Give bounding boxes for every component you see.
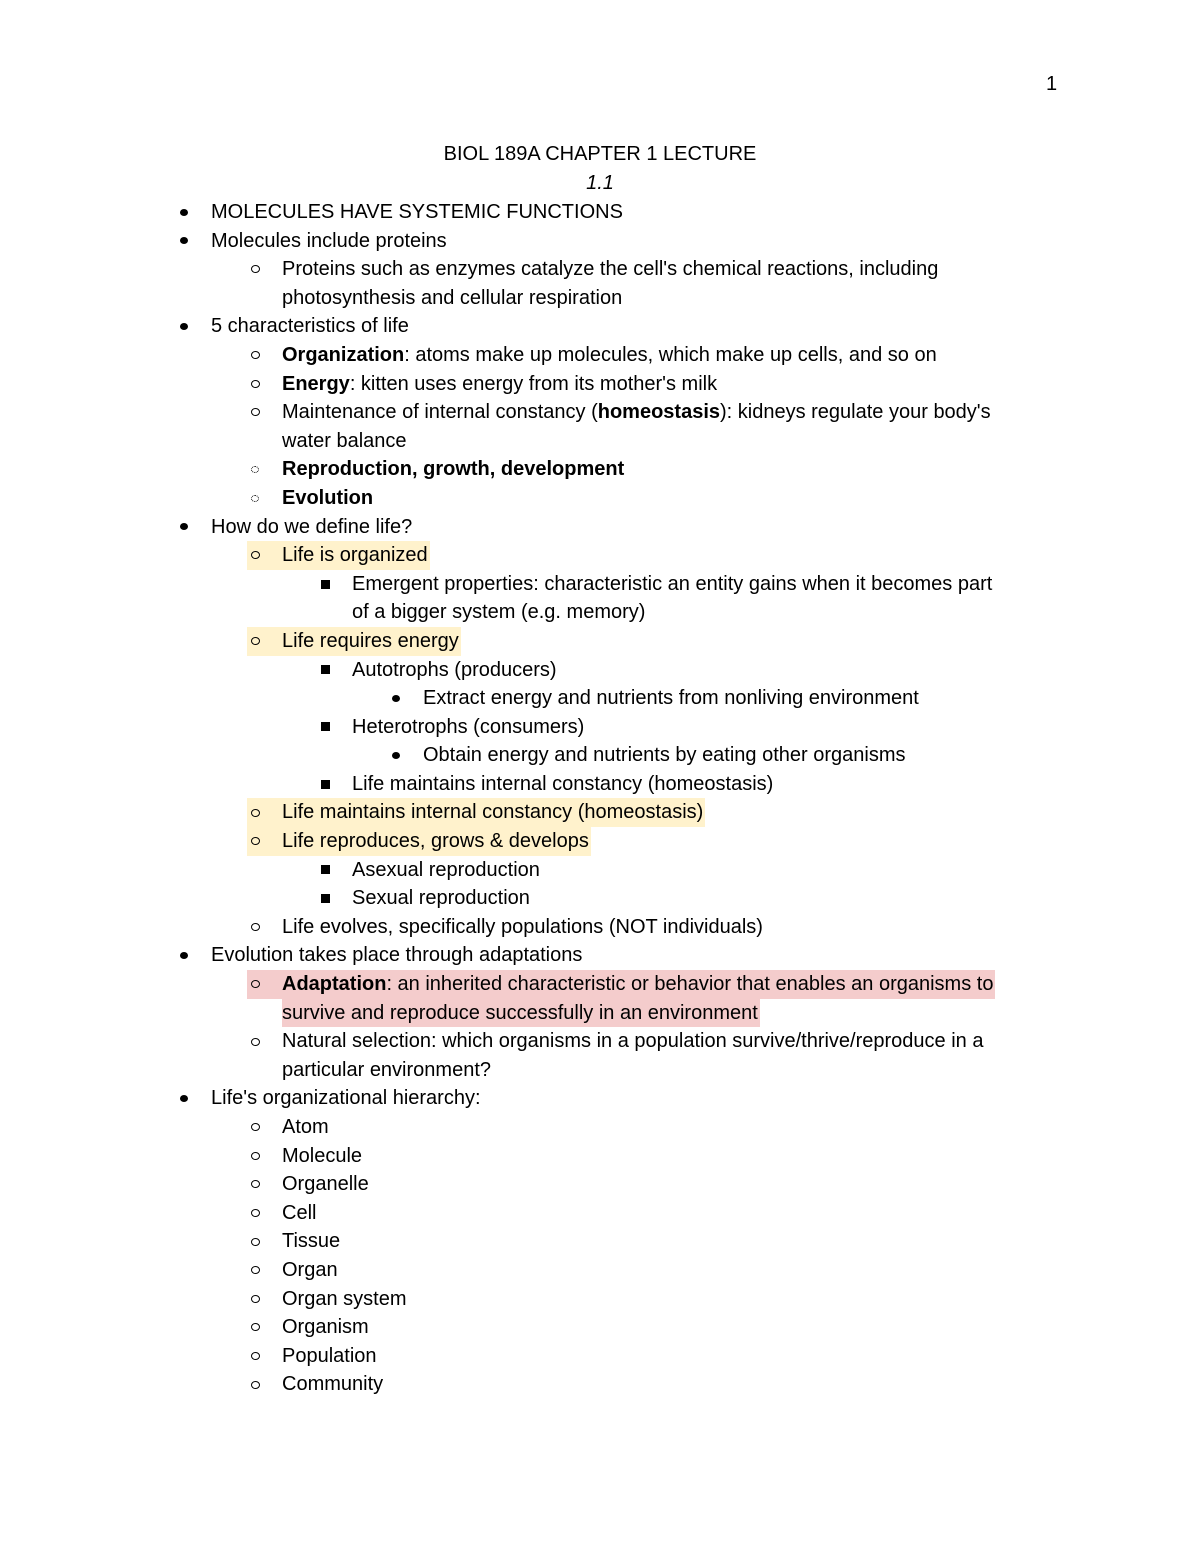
outline-text <box>282 398 991 427</box>
outline-line <box>0 741 1200 770</box>
text-segment: Cell <box>282 1201 317 1224</box>
outline-text <box>282 1170 369 1199</box>
outline-line <box>0 1170 1200 1199</box>
outline-line <box>0 513 1200 542</box>
circle-bullet-icon <box>247 1370 263 1399</box>
outline-text <box>282 1285 406 1314</box>
text-segment: : an inherited characteristic or behavior that enables an organisms to <box>386 973 994 996</box>
circle-bullet-icon <box>247 1256 263 1285</box>
text-segment: Life maintains internal constancy (homeostasis) <box>352 772 774 795</box>
circle-bullet-icon <box>247 1285 263 1314</box>
text-segment: Life is organized <box>282 544 428 567</box>
circle-bullet-icon <box>247 1142 263 1171</box>
outline-text <box>211 1084 481 1113</box>
circle-bullet-icon <box>247 484 263 513</box>
square-bullet-icon <box>317 884 333 913</box>
text-segment: Atom <box>282 1116 329 1138</box>
outline-text <box>282 970 993 999</box>
outline-line <box>0 656 1200 685</box>
text-segment: Life evolves, specifically populations (NOT individuals) <box>282 915 763 938</box>
outline-line <box>0 370 1200 399</box>
text-segment: photosynthesis and cellular respiration <box>282 286 623 309</box>
circle-bullet-icon <box>247 255 263 284</box>
circle-bullet-icon <box>247 370 263 399</box>
outline-line <box>0 770 1200 799</box>
outline-text <box>282 1142 362 1171</box>
outline-text <box>282 541 428 570</box>
outline-line <box>0 398 1200 427</box>
bold-term: Reproduction, growth, development <box>282 458 625 481</box>
outline-text <box>211 513 412 542</box>
bold-term: Evolution <box>282 486 374 509</box>
text-segment: Sexual reproduction <box>352 887 530 910</box>
text-segment: Organ <box>282 1258 338 1281</box>
outline-line <box>0 798 1200 827</box>
text-segment: water balance <box>282 429 407 452</box>
text-segment: particular environment? <box>282 1058 491 1081</box>
outline-line <box>0 999 1200 1028</box>
circle-bullet-icon <box>247 913 263 942</box>
outline-line <box>0 1199 1200 1228</box>
text-segment: Extract energy and nutrients from nonliving environment <box>423 687 919 710</box>
outline-line <box>0 1285 1200 1314</box>
text-segment: Emergent properties: characteristic an entity gains when it becomes part <box>352 572 993 595</box>
outline-text <box>282 627 459 656</box>
outline-line <box>0 1027 1200 1056</box>
circle-bullet-icon <box>247 970 263 999</box>
outline-line <box>0 1313 1200 1342</box>
text-segment: Organelle <box>282 1173 369 1196</box>
outline-line <box>0 913 1200 942</box>
text-segment: MOLECULES HAVE SYSTEMIC FUNCTIONS <box>211 201 623 223</box>
outline-line <box>0 1227 1200 1256</box>
circle-bullet-icon <box>247 541 263 570</box>
outline-text <box>282 1256 338 1285</box>
outline-text <box>282 255 938 284</box>
outline-text <box>282 284 622 313</box>
outline-text <box>352 656 557 685</box>
outline-text <box>352 570 992 599</box>
circle-bullet-icon <box>247 1170 263 1199</box>
document-title: BIOL 189A CHAPTER 1 LECTURE <box>443 143 757 165</box>
outline-text <box>352 598 645 627</box>
text-segment: Asexual reproduction <box>352 858 540 881</box>
outline-line <box>0 1113 1200 1142</box>
outline-line <box>0 1142 1200 1171</box>
circle-bullet-icon <box>247 1313 263 1342</box>
text-segment: Organism <box>282 1316 369 1339</box>
outline-line <box>0 1370 1200 1399</box>
circle-bullet-icon <box>247 398 263 427</box>
outline-line <box>0 1084 1200 1113</box>
square-bullet-icon <box>317 770 333 799</box>
disc-bullet-icon <box>176 941 192 970</box>
text-segment: 5 characteristics of life <box>211 315 409 338</box>
text-segment: Community <box>282 1373 384 1396</box>
text-segment: of a bigger system (e.g. memory) <box>352 601 646 624</box>
outline-line <box>0 970 1200 999</box>
outline-text <box>352 770 773 799</box>
disc-bullet-icon <box>388 741 404 770</box>
text-segment: Autotrophs (producers) <box>352 658 557 681</box>
outline-line <box>0 484 1200 513</box>
text-segment: Heterotrophs (consumers) <box>352 715 585 738</box>
text-segment: Life maintains internal constancy (homeostasis) <box>282 801 704 824</box>
text-segment: Molecule <box>282 1144 363 1167</box>
text-segment: How do we define life? <box>211 515 413 538</box>
disc-bullet-icon <box>176 227 192 256</box>
outline-text <box>282 455 624 484</box>
outline-line <box>0 255 1200 284</box>
circle-bullet-icon <box>247 1199 263 1228</box>
disc-bullet-icon <box>176 1084 192 1113</box>
text-segment: survive and reproduce successfully in an environment <box>282 1001 758 1024</box>
circle-bullet-icon <box>247 1227 263 1256</box>
text-segment: Evolution takes place through adaptations <box>211 944 583 967</box>
text-segment: Tissue <box>282 1230 341 1253</box>
outline-text <box>352 856 540 885</box>
text-segment: ): kidneys regulate your body's <box>720 401 991 424</box>
text-segment: : atoms make up molecules, which make up cells, and so on <box>404 343 937 366</box>
text-segment: : kitten uses energy from its mother's milk <box>349 372 718 395</box>
bold-term: Energy <box>282 372 350 395</box>
text-segment: Proteins such as enzymes catalyze the cell's chemical reactions, including <box>282 258 939 281</box>
outline-text <box>211 198 623 227</box>
text-segment: Life reproduces, grows & develops <box>282 830 589 853</box>
disc-bullet-icon <box>388 684 404 713</box>
square-bullet-icon <box>317 856 333 885</box>
outline-text <box>423 741 906 770</box>
text-segment: Obtain energy and nutrients by eating other organisms <box>423 744 906 767</box>
text-segment: Maintenance of internal constancy ( <box>282 401 598 424</box>
text-segment: Natural selection: which organisms in a population survive/thrive/reproduce in a <box>282 1030 984 1053</box>
circle-bullet-icon <box>247 827 263 856</box>
outline-text <box>282 484 373 513</box>
outline-text <box>211 941 582 970</box>
bold-term: Adaptation <box>282 973 387 996</box>
circle-bullet-icon <box>247 627 263 656</box>
outline-line <box>0 827 1200 856</box>
outline-text <box>282 1227 340 1256</box>
page-number: 1 <box>1046 73 1058 95</box>
outline-text <box>282 1113 329 1142</box>
outline-text <box>282 1027 983 1056</box>
section-number: 1.1 <box>586 172 614 194</box>
outline-line <box>0 856 1200 885</box>
outline-list <box>0 198 1200 1399</box>
outline-text <box>282 427 407 456</box>
outline-line <box>0 713 1200 742</box>
outline-text <box>282 1370 383 1399</box>
bold-term: homeostasis <box>597 401 720 424</box>
outline-line <box>0 427 1200 456</box>
outline-text <box>282 1342 377 1371</box>
outline-line <box>0 1256 1200 1285</box>
outline-line <box>0 1342 1200 1371</box>
outline-line <box>0 312 1200 341</box>
outline-text <box>282 999 758 1028</box>
outline-text <box>352 884 530 913</box>
square-bullet-icon <box>317 713 333 742</box>
outline-text <box>282 1313 369 1342</box>
outline-text <box>282 341 937 370</box>
text-segment: Organ system <box>282 1287 407 1310</box>
square-bullet-icon <box>317 656 333 685</box>
text-segment: Life requires energy <box>282 629 459 652</box>
outline-line <box>0 455 1200 484</box>
disc-bullet-icon <box>176 513 192 542</box>
outline-line <box>0 198 1200 227</box>
circle-bullet-icon <box>247 455 263 484</box>
outline-line <box>0 227 1200 256</box>
square-bullet-icon <box>317 570 333 599</box>
circle-bullet-icon <box>247 1113 263 1142</box>
outline-line <box>0 627 1200 656</box>
outline-line <box>0 341 1200 370</box>
outline-text <box>211 227 447 256</box>
circle-bullet-icon <box>247 1027 263 1056</box>
outline-text <box>282 1199 316 1228</box>
outline-text <box>282 827 589 856</box>
outline-line <box>0 598 1200 627</box>
circle-bullet-icon <box>247 341 263 370</box>
outline-text <box>282 913 763 942</box>
outline-text <box>282 1056 491 1085</box>
disc-bullet-icon <box>176 312 192 341</box>
outline-text <box>423 684 919 713</box>
bold-term: Organization <box>282 343 405 366</box>
disc-bullet-icon <box>176 198 192 227</box>
outline-line <box>0 570 1200 599</box>
outline-line <box>0 284 1200 313</box>
outline-line <box>0 1056 1200 1085</box>
outline-text <box>352 713 584 742</box>
outline-line <box>0 941 1200 970</box>
text-segment: Life's organizational hierarchy: <box>211 1087 481 1110</box>
outline-text <box>211 312 409 341</box>
outline-line <box>0 684 1200 713</box>
outline-text <box>282 798 703 827</box>
outline-line <box>0 541 1200 570</box>
text-segment: Molecules include proteins <box>211 229 447 252</box>
circle-bullet-icon <box>247 798 263 827</box>
text-segment: Population <box>282 1344 377 1367</box>
outline-line <box>0 884 1200 913</box>
circle-bullet-icon <box>247 1342 263 1371</box>
outline-text <box>282 370 717 399</box>
